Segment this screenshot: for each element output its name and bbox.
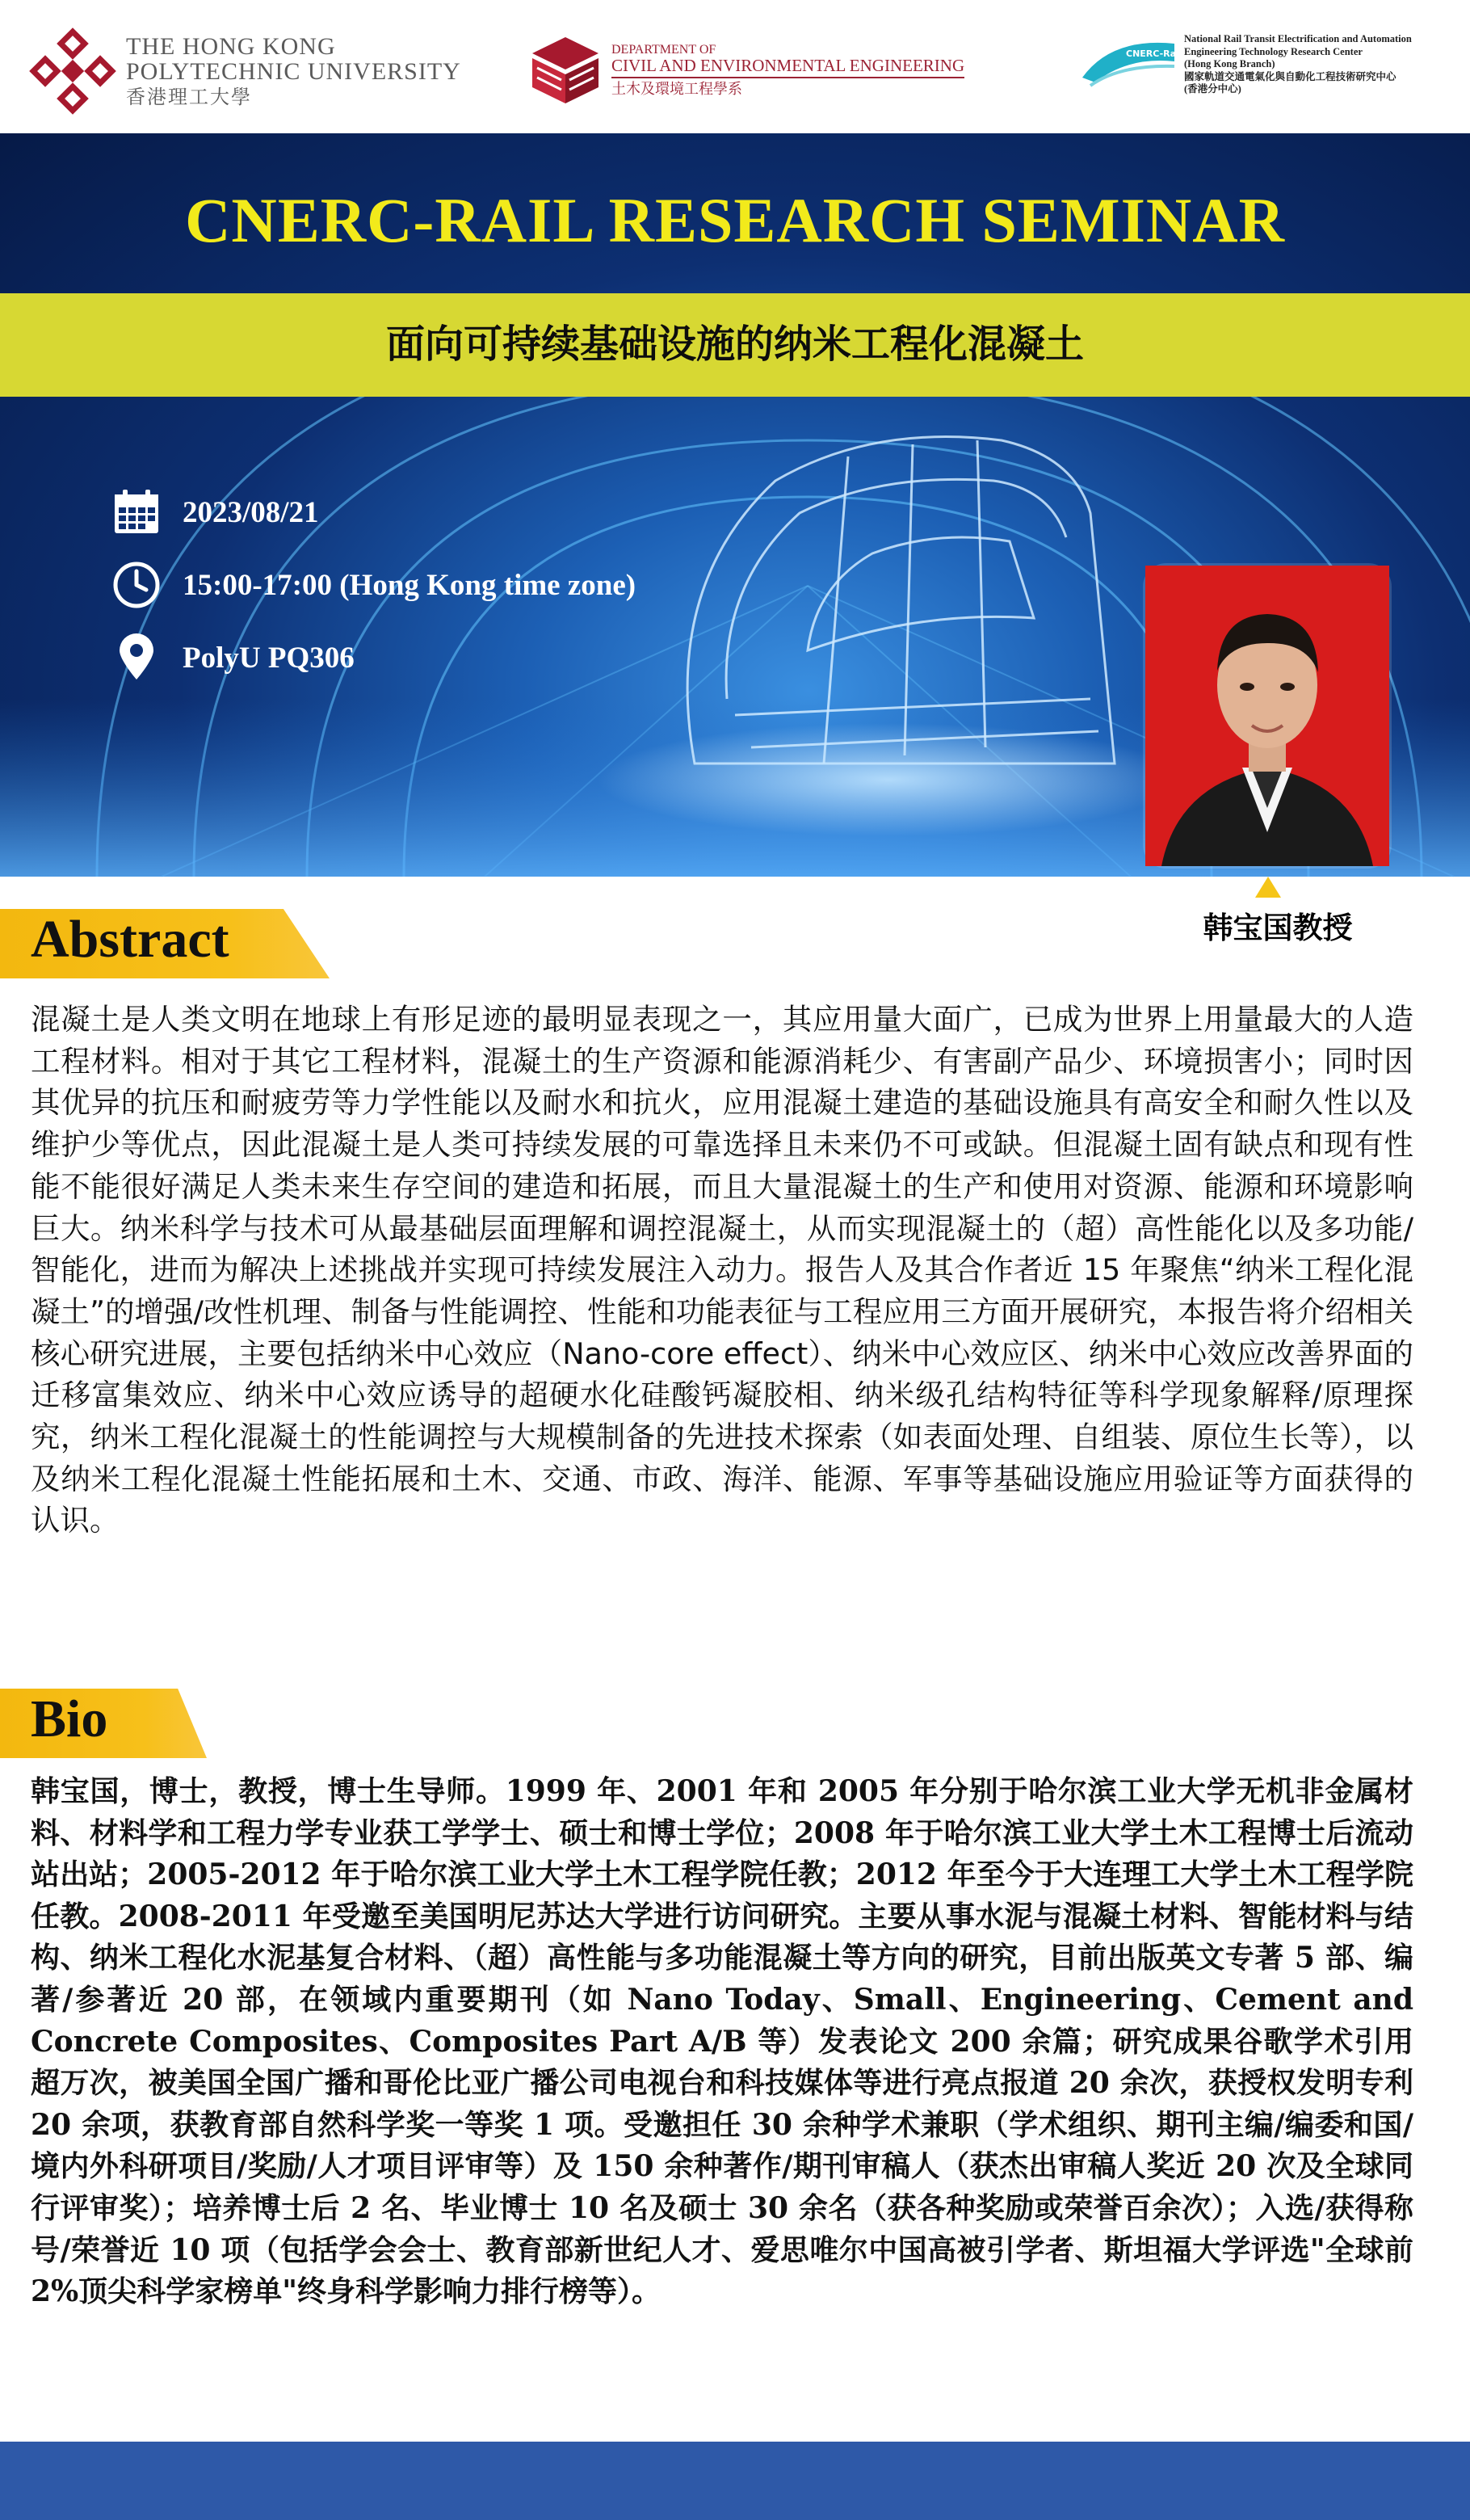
speaker-photo	[1145, 566, 1389, 866]
seminar-banner	[0, 133, 1470, 877]
polyu-emblem-icon	[32, 31, 113, 111]
rail-name-line3: (Hong Kong Branch)	[1184, 58, 1275, 70]
clock-icon	[111, 560, 162, 610]
rail-name-line1: National Rail Transit Electrification and Automation	[1184, 32, 1412, 44]
time-row	[111, 560, 636, 610]
seminar-time: 15:00-17:00 (Hong Kong time zone)	[183, 568, 636, 602]
abstract-text: 混凝土是人类文明在地球上有形足迹的最明显表现之一，其应用量大面广，已成为世界上用量最大的人造工程材料。相对于其它工程材料，混凝土的生产资源和能源消耗少、有害副产品少、环境损害小；同时因其优异的抗压和耐疲劳等力学性能以及耐水和抗火，应用混凝土建造的基础设施具有高安全和耐久性以及维护少等优点，因此混凝土是人类可持续发展的可靠选择且未来仍不可或缺。但混凝土固有缺点和现有性能不能很好满足人类未来生存空间的建造和拓展，而且大量混凝土的生产和使用对资源、能源和环境影响巨大。纳米科学与技术可从最基础层面理解和调控混凝土，从而实现混凝土的（超）高性能化以及多功能/智能化，进而为解决上述挑战并实现可持续发展注入动力。报告人及其合作者近 15 年聚焦“纳米工程化混凝土”的增强/改性机理、制备与性能调控、性能和功能表征与工程应用三方面开展研究，本报告将介绍相关核心研究进展，主要包括纳米中心效应（Nano-core effect）、纳米中心效应区、纳米中心效应改善界面的迁移富集效应、纳米中心效应诱导的超硬水化硅酸钙凝胶相、纳米级孔结构特征等科学现象解释/原理探究，纳米工程化混凝土的性能调控与大规模制备的先进技术探索（如表面处理、自组装、原位生长等），以及纳米工程化混凝土性能拓展和土木、交通、市政、海洋、能源、军事等基础设施应用验证等方面获得的认识。	[31, 1002, 1413, 1538]
polyu-name-line2: POLYTECHNIC UNIVERSITY	[126, 58, 461, 86]
footer-bar	[0, 2442, 1470, 2520]
seminar-location: PolyU PQ306	[183, 641, 355, 675]
polyu-name-line1: THE HONG KONG	[126, 32, 336, 60]
speaker-name: 韩宝国教授	[1203, 911, 1353, 945]
rail-badge-text: CNERC-Rail	[1126, 48, 1182, 59]
calendar-icon	[111, 487, 162, 537]
cnerc-rail-logo[interactable]	[1079, 32, 1426, 97]
bio-heading: Bio	[31, 1689, 108, 1748]
cee-logo[interactable]	[529, 34, 964, 107]
cnerc-rail-emblem-icon	[1079, 32, 1182, 97]
speaker-portrait-icon	[1145, 566, 1389, 866]
date-row	[111, 487, 319, 537]
cee-emblem-icon	[529, 34, 602, 107]
location-row	[111, 633, 355, 683]
location-pin-icon	[111, 633, 162, 683]
polyu-name-chinese: 香港理工大學	[126, 86, 252, 108]
cee-name-line1: DEPARTMENT OF	[611, 42, 716, 57]
speaker-pointer	[1255, 877, 1281, 898]
rail-name-line4: 國家軌道交通電氣化與自動化工程技術研究中心	[1184, 70, 1396, 82]
cee-name-line2: CIVIL AND ENVIRONMENTAL ENGINEERING	[611, 57, 964, 78]
logo-bar	[0, 0, 1470, 133]
seminar-date: 2023/08/21	[183, 495, 319, 529]
rail-name-line5: (香港分中心)	[1184, 83, 1241, 95]
cee-name-chinese: 土木及環境工程學系	[611, 81, 742, 98]
talk-title: 面向可持续基础设施的纳米工程化混凝土	[385, 322, 1084, 367]
bio-text: 韩宝国，博士，教授，博士生导师。1999 年、2001 年和 2005 年分别于哈尔滨工业大学无机非金属材料、材料学和工程力学专业获工学学士、硕士和博士学位；2008 年于哈尔滨工业大学土木工程博士后流动站出站；2005-2012 年于哈尔滨工业大学土木工程学院任教；2012 年至今于大连理工大学土木工程学院任教。2008-2011 年受邀至美国明尼苏达大学进行访问研究。主要从事水泥与混凝土材料、智能材料与结构、纳米工程化水泥基复合材料、（超）高性能与多功能混凝土等方向的研究，目前出版英文专著 5 部、编著/参著近 20 部，在领域内重要期刊（如 Nano Today、Small、Engineering、Cement and Concrete Composites、Composites Part A/B 等）发表论文 200 余篇；研究成果谷歌学术引用超万次，被美国全国广播和哥伦比亚广播公司电视台和科技媒体等进行亮点报道 20 余次，获授权发明专利 20 余项，获教育部自然科学奖一等奖 1 项。受邀担任 30 余种学术兼职（学术组织、期刊主编/编委和国/境内外科研项目/奖励/人才项目评审等）及 150 余种著作/期刊审稿人（获杰出审稿人奖近 20 次及全球同行评审奖）；培养博士后 2 名、毕业博士 10 名及硕士 30 余名（获各种奖励或荣誉百余次）；入选/获得称号/荣誉近 10 项（包括学会会士、教育部新世纪人才、爱思唯尔中国高被引学者、斯坦福大学评选"全球前 2%顶尖科学家榜单"终身科学影响力排行榜等）。	[31, 1774, 1413, 2309]
polyu-logo[interactable]	[32, 31, 461, 111]
abstract-heading: Abstract	[31, 910, 229, 969]
seminar-title: CNERC-RAIL RESEARCH SEMINAR	[185, 185, 1285, 255]
rail-name-line2: Engineering Technology Research Center	[1184, 45, 1363, 57]
